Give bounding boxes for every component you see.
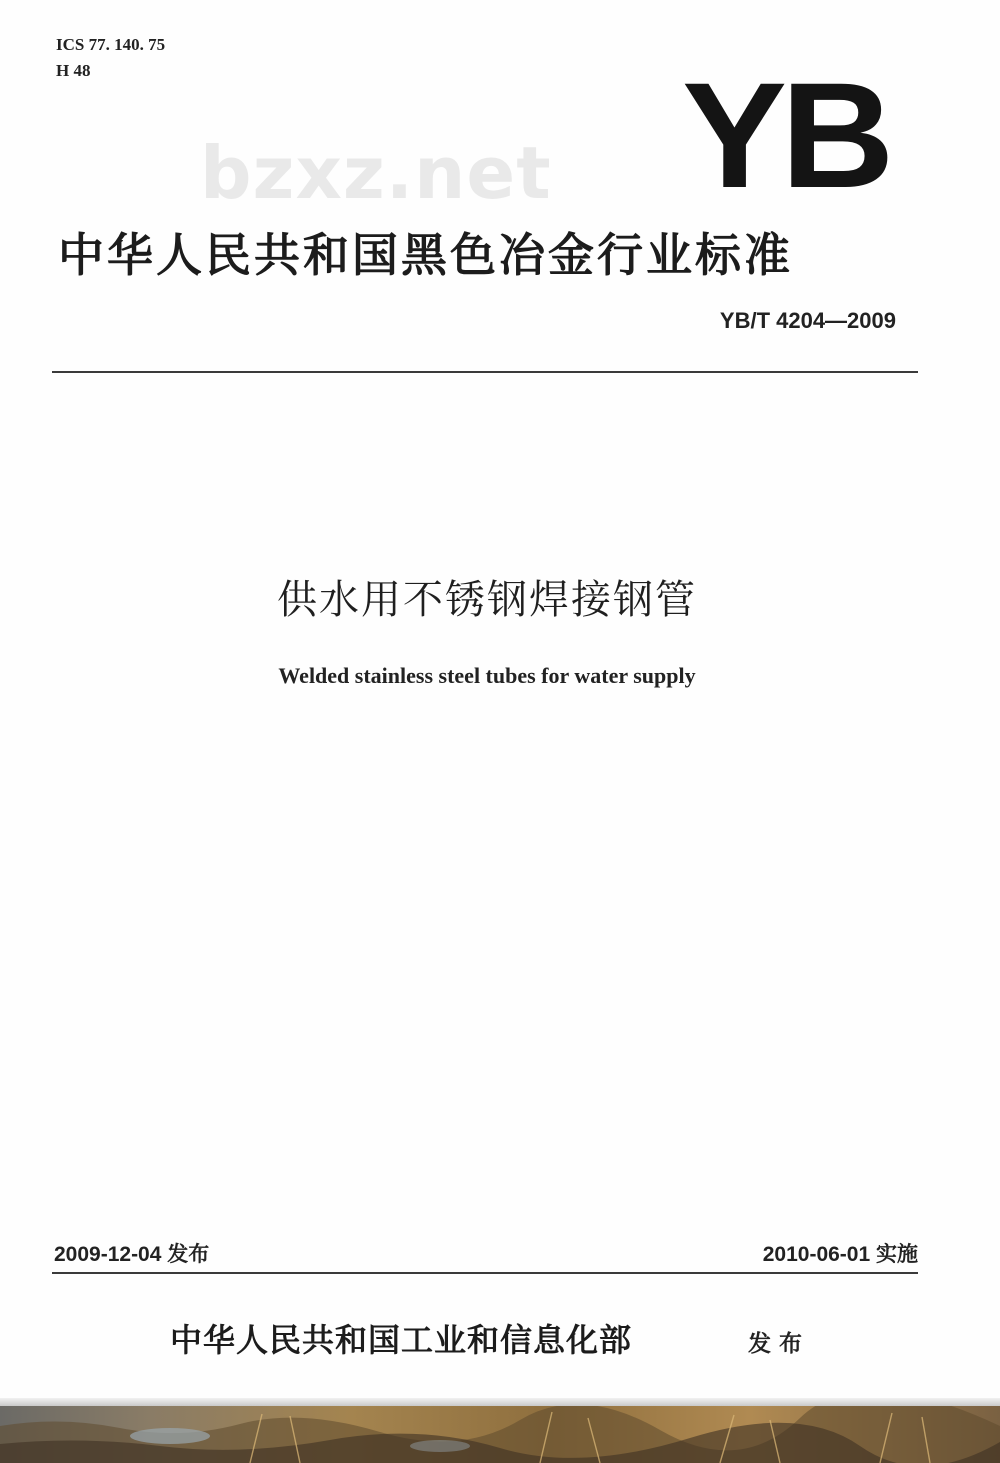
publisher-name: 中华人民共和国工业和信息化部 bbox=[170, 1321, 633, 1359]
ccs-code: H 48 bbox=[56, 61, 91, 80]
standard-org-title: 中华人民共和国黑色冶金行业标准 bbox=[58, 228, 793, 282]
ics-code: ICS 77. 140. 75 bbox=[56, 35, 166, 54]
issue-date: 2009-12-04 发布 bbox=[54, 1243, 210, 1266]
header-divider bbox=[52, 371, 918, 373]
photo-strip-border bbox=[0, 1398, 1000, 1406]
document-title-cn: 供水用不锈钢焊接钢管 bbox=[277, 577, 697, 623]
landscape-photo-image bbox=[0, 1406, 1000, 1463]
watermark-text: bzxz.net bbox=[200, 131, 552, 215]
standard-code: YB/T 4204—2009 bbox=[719, 308, 896, 333]
yb-logo: YB bbox=[682, 51, 889, 219]
cover-photo-strip bbox=[0, 1398, 1000, 1463]
classification-block bbox=[56, 32, 165, 84]
implementation-date: 2010-06-01 实施 bbox=[762, 1243, 918, 1266]
footer-divider bbox=[52, 1272, 918, 1274]
publisher-verb: 发布 bbox=[748, 1330, 810, 1357]
document-title-en: Welded stainless steel tubes for water supply bbox=[278, 663, 696, 688]
